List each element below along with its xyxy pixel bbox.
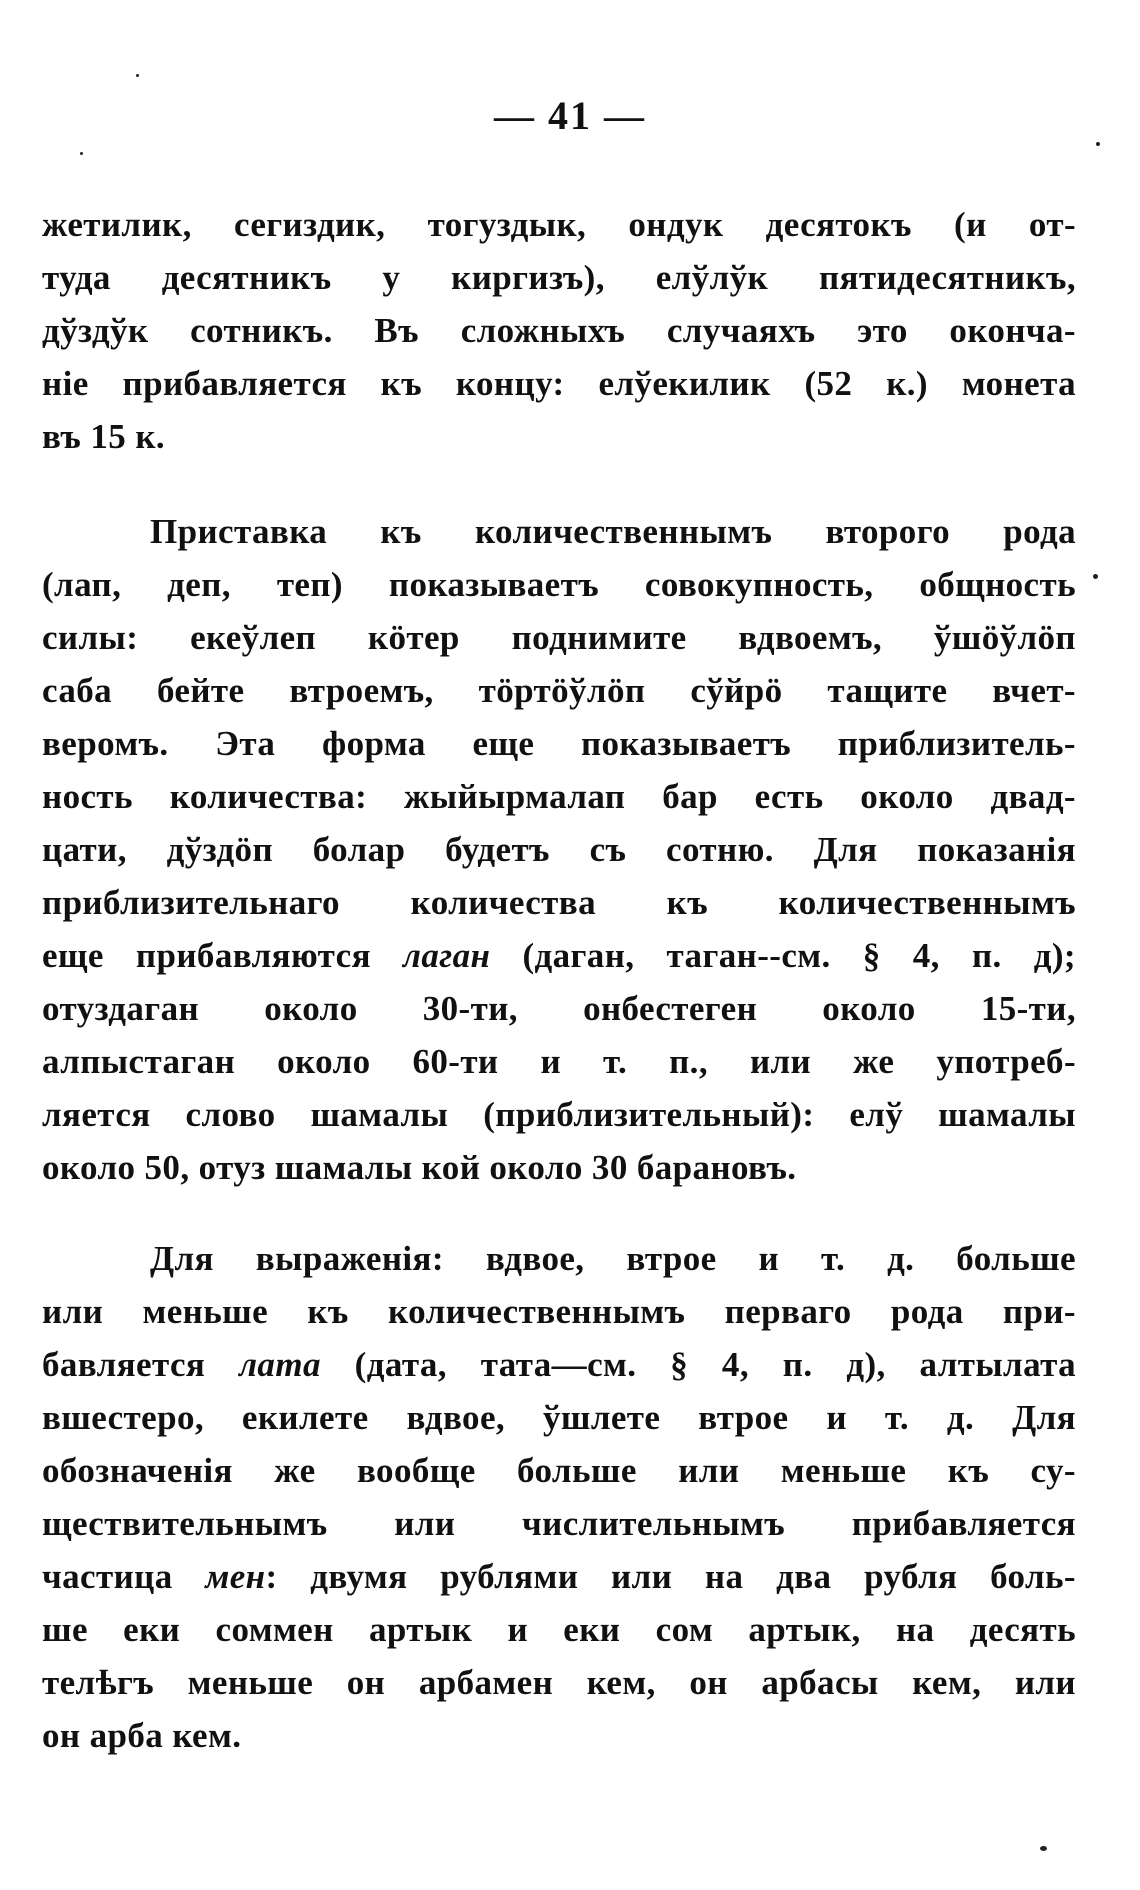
text-line: ніе прибавляется къ концу: елўекилик (52 к.) монета: [42, 364, 1076, 403]
text-line: цати, дўздӧп болар будетъ съ сотню. Для показанія: [42, 830, 1076, 869]
paragraph-2: [42, 505, 1076, 1194]
paragraph-3: [42, 1232, 1076, 1762]
text-line: алпыстаган около 60-ти и т. п., или же употреб-: [42, 1042, 1076, 1081]
text-line: частица мен: двумя рублями или на два рубля боль-: [42, 1557, 1076, 1596]
italic-term: лата: [239, 1345, 321, 1384]
text-line: (лап, деп, теп) показываетъ совокупность, общность: [42, 565, 1076, 604]
italic-term: лаган: [403, 936, 491, 975]
text-line: туда десятникъ у киргизъ), елўлўк пятидесятникъ,: [42, 258, 1076, 297]
scan-speck: [1096, 142, 1100, 146]
scan-speck: [80, 152, 83, 155]
text-line: ляется слово шамалы (приблизительный): елў шамалы: [42, 1095, 1076, 1134]
text-line: приблизительнаго количества къ количественнымъ: [42, 883, 1076, 922]
text-line: обозначенія же вообще больше или меньше къ су-: [42, 1451, 1076, 1490]
text-line: или меньше къ количественнымъ перваго рода при-: [42, 1292, 1076, 1331]
page-number: — 41 —: [494, 93, 646, 138]
text-line: саба бейте втроемъ, тӧртӧўлӧп сўйрӧ тащите вчет-: [42, 671, 1076, 710]
text-line: ность количества: жыйырмалап бар есть около двад-: [42, 777, 1076, 816]
text-line: ществительнымъ или числительнымъ прибавляется: [42, 1504, 1076, 1543]
scan-speck: [136, 74, 139, 77]
text-line: около 50, отуз шамалы кой около 30 барановъ.: [42, 1148, 797, 1187]
text-line: ше еки соммен артык и еки сом артык, на десять: [42, 1610, 1076, 1649]
text-line: он арба кем.: [42, 1716, 242, 1755]
text-line: жетилик, сегиздик, тогуздык, ондук десятокъ (и от-: [42, 205, 1076, 244]
paragraph-1: [42, 198, 1076, 463]
text-line: телѣгъ меньше он арбамен кем, он арбасы кем, или: [42, 1663, 1076, 1702]
text-line: вшестеро, екилете вдвое, ўшлете втрое и т. д. Для: [42, 1398, 1076, 1437]
text-line: Приставка къ количественнымъ второго рода: [150, 512, 1076, 551]
scan-speck: [1040, 1846, 1047, 1851]
text-line: въ 15 к.: [42, 417, 166, 456]
text-line: Для выраженія: вдвое, втрое и т. д. больше: [150, 1239, 1076, 1278]
text-line: силы: екеўлеп кӧтер поднимите вдвоемъ, ўшӧўлӧп: [42, 618, 1076, 657]
text-line: бавляется лата (дата, тата—см. § 4, п. д), алтылата: [42, 1345, 1076, 1384]
italic-term: мен: [205, 1557, 266, 1596]
text-line: отуздаган около 30-ти, онбестеген около 15-ти,: [42, 989, 1076, 1028]
text-line: веромъ. Эта форма еще показываетъ приблизитель-: [42, 724, 1076, 763]
scan-speck: [1093, 574, 1098, 579]
text-line: дўздўк сотникъ. Въ сложныхъ случаяхъ это оконча-: [42, 311, 1076, 350]
text-line: еще прибавляются лаган (даган, таган--см. § 4, п. д);: [42, 936, 1076, 975]
